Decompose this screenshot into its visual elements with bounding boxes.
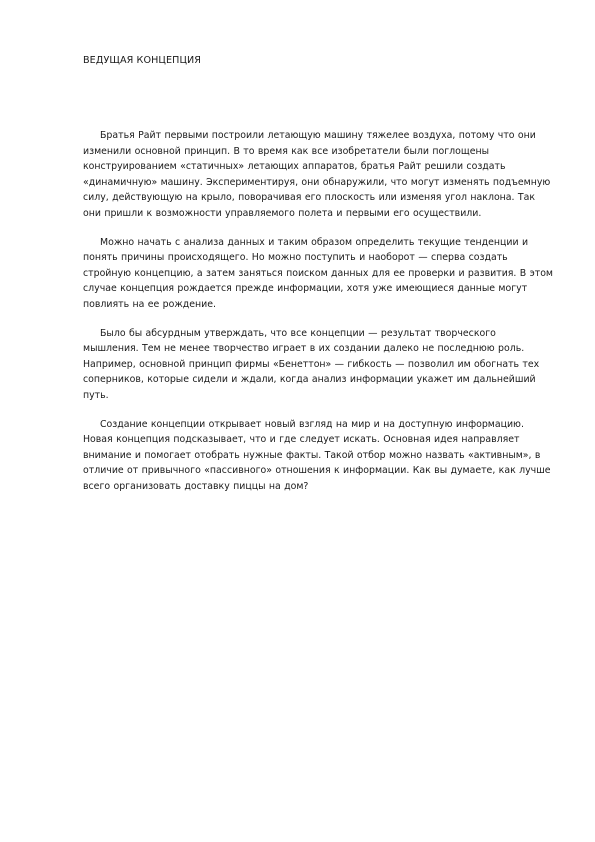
paragraph-3: Было бы абсурдным утверждать, что все концепции — результат творческого мышления. Тем не менее творчество играет в их создании далеко не последнюю роль. Например, основной принцип фирмы «Бенеттон» — гибкость — позволил им обогнать тех соперников, которые сидели и ждали, когда анализ информации укажет им дальнейший путь. xyxy=(83,327,540,401)
paragraph-4: Создание концепции открывает новый взгляд на мир и на доступную информацию. Новая концепция подсказывает, что и где следует искать. Основная идея направляет внимание и помогает отобрать нужные факты. Такой отбор можно назвать «активным», в отличие от привычного «пассивного» отношения к информации. Как вы думаете, как лучше всего организовать доставку пиццы на дом? xyxy=(83,418,551,492)
document-body xyxy=(83,128,553,507)
document-title: ВЕДУЩАЯ КОНЦЕПЦИЯ xyxy=(83,55,202,66)
paragraph-2: Можно начать с анализа данных и таким образом определить текущие тенденции и понять причины происходящего. Но можно поступить и наоборот — сперва создать стройную концепцию, а затем заняться поиском данных для ее проверки и развития. В этом случае концепция рождается прежде информации, хотя уже имеющиеся данные могут повлиять на ее рождение. xyxy=(83,236,554,310)
paragraph-1: Братья Райт первыми построили летающую машину тяжелее воздуха, потому что они изменили основной принцип. В то время как все изобретатели были поглощены конструированием «статичных» летающих аппаратов, братья Райт решили создать «динамичную» машину. Экспериментируя, они обнаружили, что могут изменять подъемную силу, действующую на крыло, поворачивая его плоскость или изменяя угол наклона. Так они пришли к возможности управляемого полета и первыми его осуществили. xyxy=(83,130,551,219)
